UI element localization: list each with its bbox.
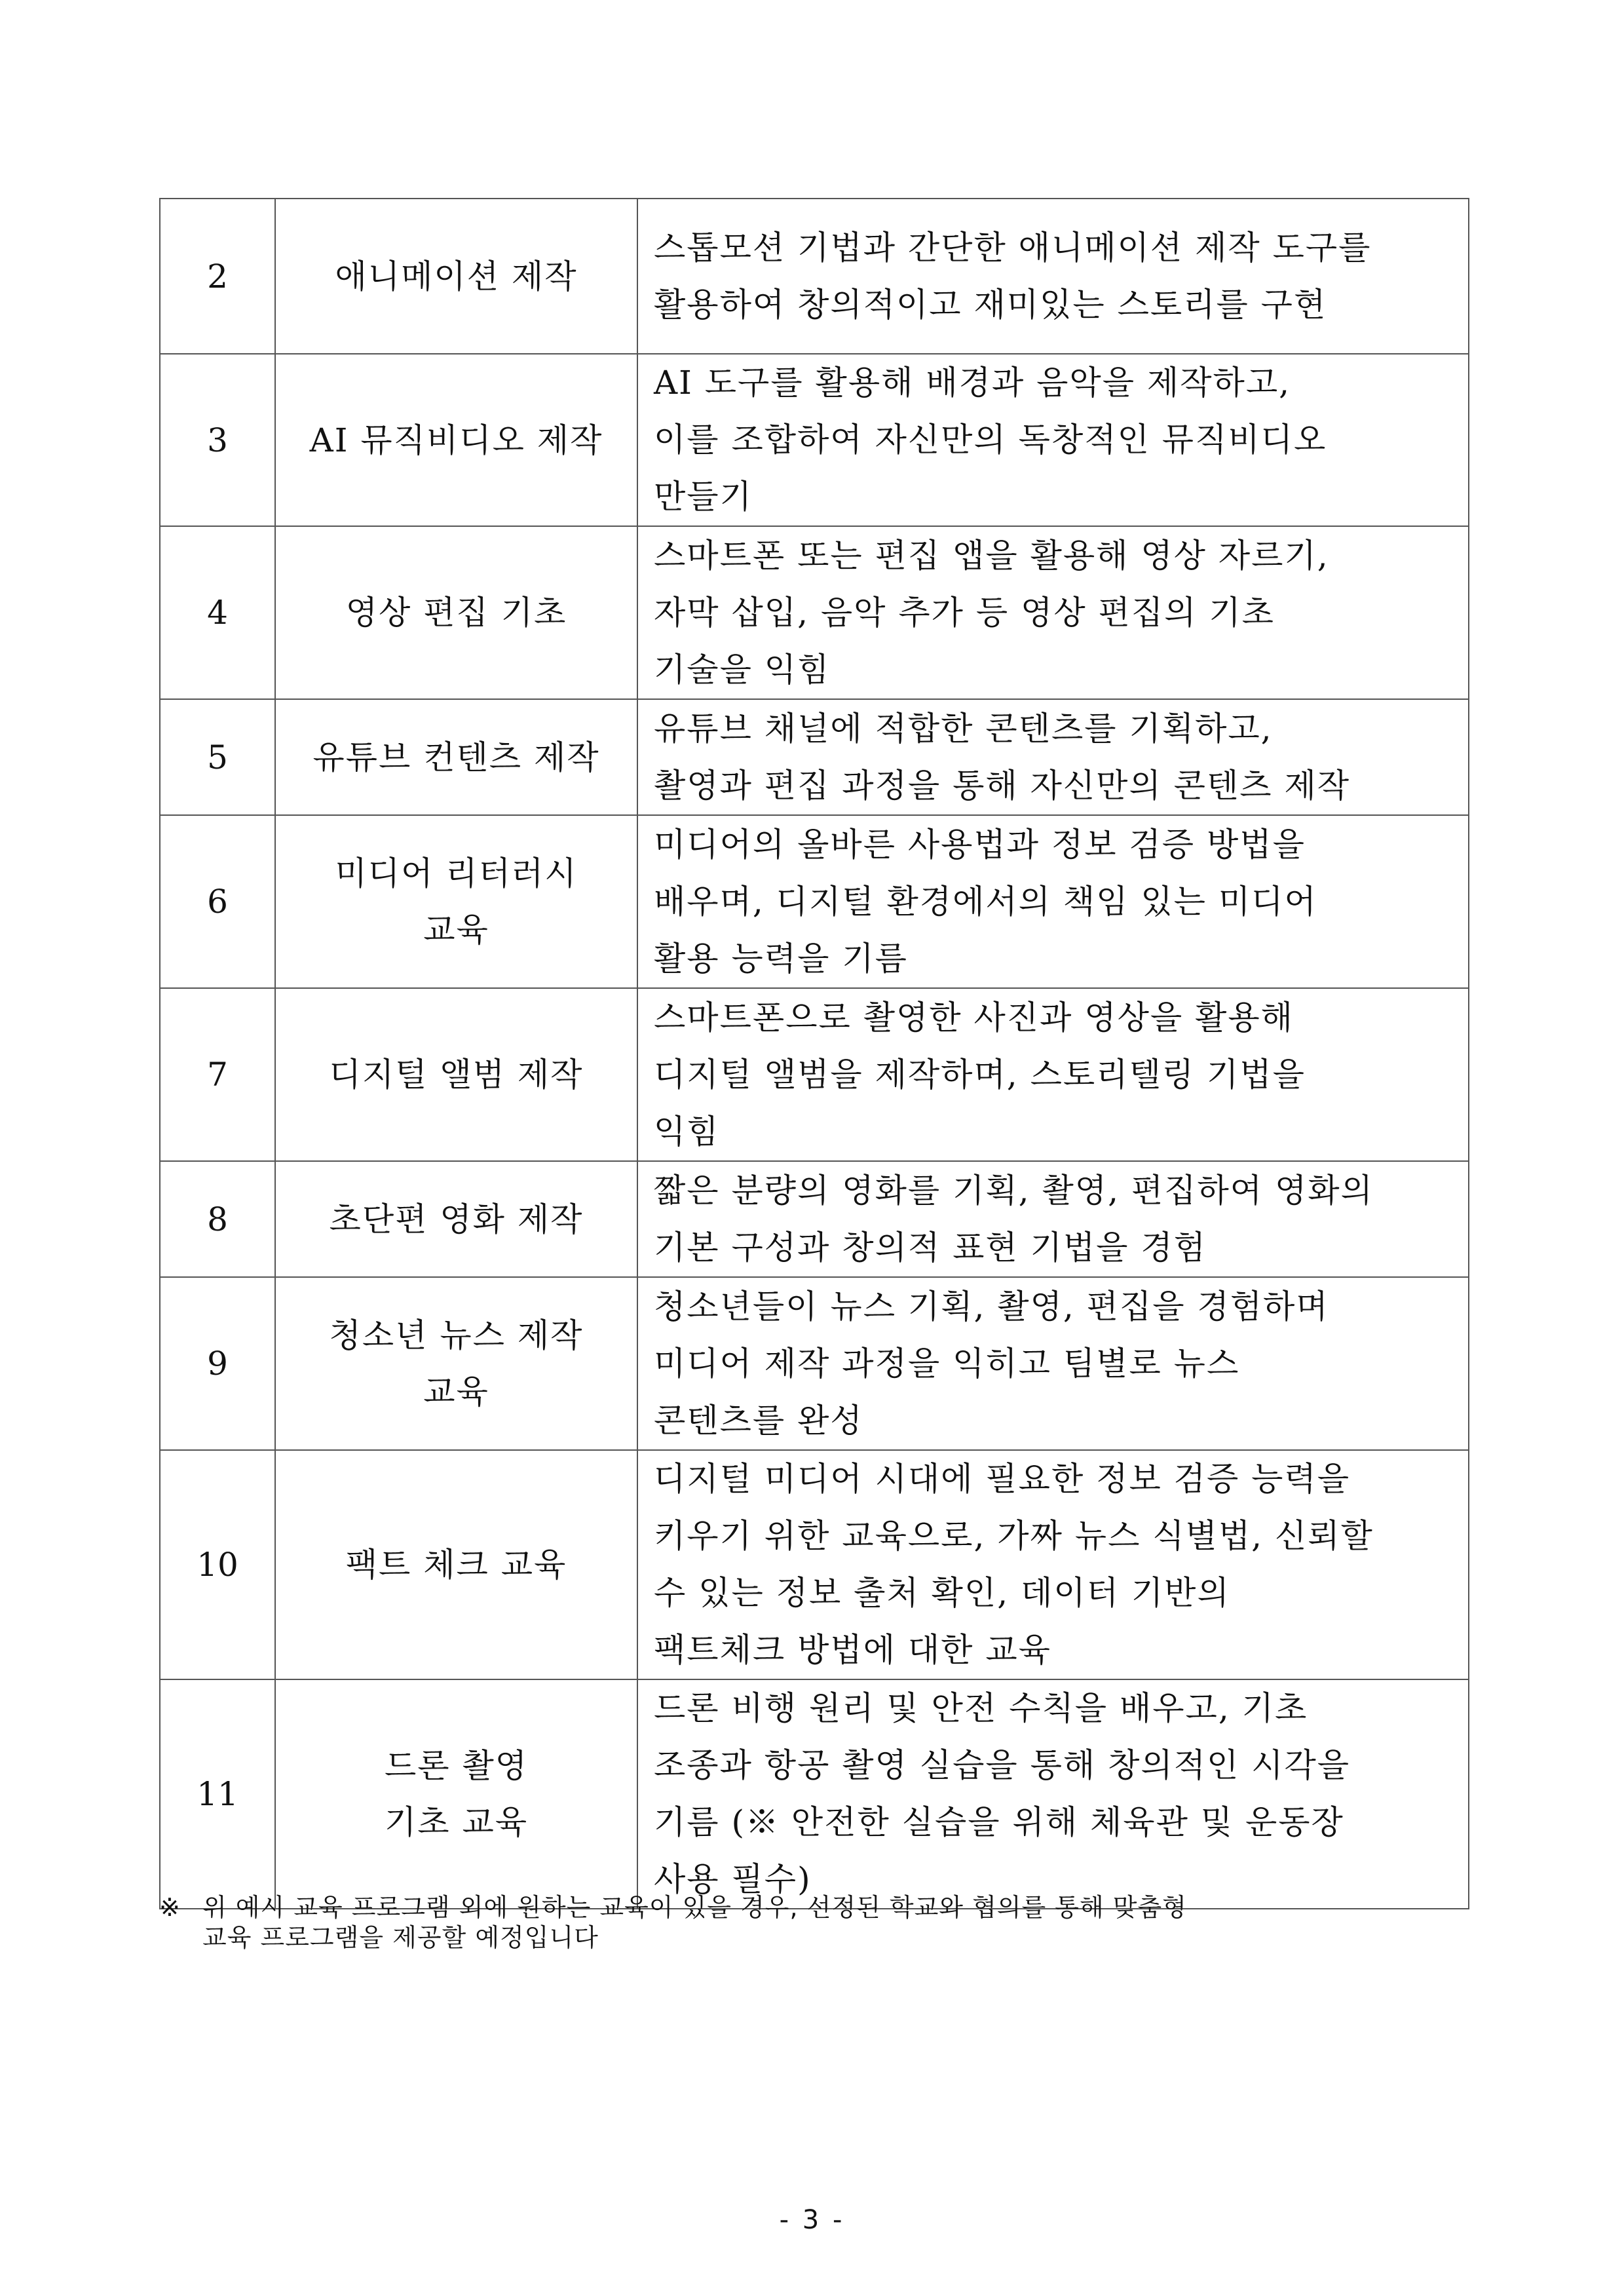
- program-name-line: 디지털 앨범 제작: [329, 1056, 584, 1094]
- table-row: [160, 988, 1469, 1161]
- program-name: [275, 699, 637, 815]
- program-name-line: 영상 편집 기초: [345, 594, 567, 632]
- description-line: 청소년들이 뉴스 기획, 촬영, 편집을 경험하며: [654, 1287, 1329, 1326]
- description-line: 만들기: [654, 478, 753, 516]
- program-name-line: 청소년 뉴스 제작: [329, 1316, 584, 1354]
- description-line: 기름 (※ 안전한 실습을 위해 체육관 및 운동장: [654, 1803, 1344, 1841]
- row-number: 6: [160, 815, 275, 988]
- table-row: [160, 526, 1469, 699]
- description-line: 키우기 위한 교육으로, 가짜 뉴스 식별법, 신뢰할: [654, 1517, 1374, 1555]
- program-name: [275, 354, 637, 526]
- description-line: 유튜브 채널에 적합한 콘텐츠를 기획하고,: [654, 709, 1273, 748]
- program-description: [637, 199, 1469, 354]
- table-row: [160, 354, 1469, 526]
- program-name-line: 교육: [423, 911, 489, 949]
- description-line: 팩트체크 방법에 대한 교육: [654, 1631, 1051, 1669]
- table-row: [160, 1277, 1469, 1450]
- row-number: 9: [160, 1277, 275, 1450]
- program-name-line: 팩트 체크 교육: [345, 1546, 567, 1584]
- program-name: [275, 1277, 637, 1450]
- row-number: 10: [160, 1450, 275, 1679]
- description-line: 스톱모션 기법과 간단한 애니메이션 제작 도구를: [654, 228, 1372, 267]
- program-description: [637, 526, 1469, 699]
- program-name-line: 교육: [423, 1373, 489, 1411]
- description-line: 미디어 제작 과정을 익히고 팀별로 뉴스: [654, 1344, 1240, 1383]
- description-line: 기본 구성과 창의적 표현 기법을 경험: [654, 1228, 1207, 1267]
- program-name: [275, 1679, 637, 1909]
- program-name: [275, 1161, 637, 1277]
- description-line: 콘텐츠를 완성: [654, 1401, 863, 1440]
- table-row: [160, 1450, 1469, 1679]
- program-description: [637, 1277, 1469, 1450]
- program-table-body: [160, 199, 1469, 1909]
- description-line: 조종과 항공 촬영 실습을 통해 창의적인 시각을: [654, 1746, 1351, 1784]
- program-description: [637, 1450, 1469, 1679]
- row-number: 4: [160, 526, 275, 699]
- program-name-line: 기초 교육: [384, 1803, 529, 1841]
- program-description: [637, 988, 1469, 1161]
- reference-mark: ※: [159, 1893, 181, 1922]
- description-line: 스마트폰으로 촬영한 사진과 영상을 활용해: [654, 998, 1294, 1037]
- description-line: 디지털 미디어 시대에 필요한 정보 검증 능력을: [654, 1460, 1351, 1498]
- table-row: [160, 815, 1469, 988]
- description-line: 촬영과 편집 과정을 통해 자신만의 콘텐츠 제작: [654, 766, 1351, 805]
- footnote-line-1: 위 예시 교육 프로그램 외에 원하는 교육이 있을 경우, 선정된 학교와 협의를 통해 맞춤형: [202, 1893, 1187, 1922]
- program-name: [275, 199, 637, 354]
- description-line: AI 도구를 활용해 배경과 음악을 제작하고,: [654, 364, 1291, 402]
- program-name: [275, 815, 637, 988]
- program-name-line: AI 뮤직비디오 제작: [309, 421, 603, 459]
- description-line: 기술을 익힘: [654, 650, 831, 689]
- description-line: 이를 조합하여 자신만의 독창적인 뮤직비디오: [654, 421, 1327, 459]
- program-description: [637, 699, 1469, 815]
- description-line: 짧은 분량의 영화를 기획, 촬영, 편집하여 영화의: [654, 1171, 1374, 1210]
- program-name: [275, 1450, 637, 1679]
- description-line: 활용하여 창의적이고 재미있는 스토리를 구현: [654, 285, 1327, 324]
- row-number: 5: [160, 699, 275, 815]
- description-line: 활용 능력을 기름: [654, 939, 908, 978]
- description-line: 디지털 앨범을 제작하며, 스토리텔링 기법을: [654, 1055, 1306, 1094]
- description-line: 배우며, 디지털 환경에서의 책임 있는 미디어: [654, 882, 1317, 921]
- program-name-line: 초단편 영화 제작: [329, 1200, 584, 1238]
- row-number: 8: [160, 1161, 275, 1277]
- table-row: [160, 1679, 1469, 1909]
- row-number: 7: [160, 988, 275, 1161]
- program-description: [637, 1679, 1469, 1909]
- description-line: 미디어의 올바른 사용법과 정보 검증 방법을: [654, 825, 1306, 864]
- row-number: 3: [160, 354, 275, 526]
- table-row: [160, 699, 1469, 815]
- row-number: 2: [160, 199, 275, 354]
- program-name-line: 드론 촬영: [384, 1747, 529, 1785]
- program-description: [637, 1161, 1469, 1277]
- program-name-line: 미디어 리터러시: [335, 854, 578, 892]
- description-line: 자막 삽입, 음악 추가 등 영상 편집의 기초: [654, 593, 1275, 632]
- table-row: [160, 1161, 1469, 1277]
- program-name-line: 유튜브 컨텐츠 제작: [312, 738, 600, 776]
- program-description: [637, 815, 1469, 988]
- description-line: 익힘: [654, 1112, 720, 1151]
- description-line: 수 있는 정보 출처 확인, 데이터 기반의: [654, 1574, 1230, 1612]
- table-row: [160, 199, 1469, 354]
- page-number: - 3 -: [779, 2205, 845, 2235]
- description-line: 드론 비행 원리 및 안전 수칙을 배우고, 기초: [654, 1689, 1308, 1727]
- description-line: 스마트폰 또는 편집 앱을 활용해 영상 자르기,: [654, 536, 1329, 575]
- program-name-line: 애니메이션 제작: [335, 257, 578, 296]
- footnote-line-2: 교육 프로그램을 제공할 예정입니다: [202, 1923, 599, 1952]
- program-name: [275, 988, 637, 1161]
- program-name: [275, 526, 637, 699]
- footnote: [159, 1892, 1469, 1953]
- program-description: [637, 354, 1469, 526]
- program-table: [159, 198, 1469, 1909]
- description-line: 사용 필수): [654, 1860, 812, 1898]
- row-number: 11: [160, 1679, 275, 1909]
